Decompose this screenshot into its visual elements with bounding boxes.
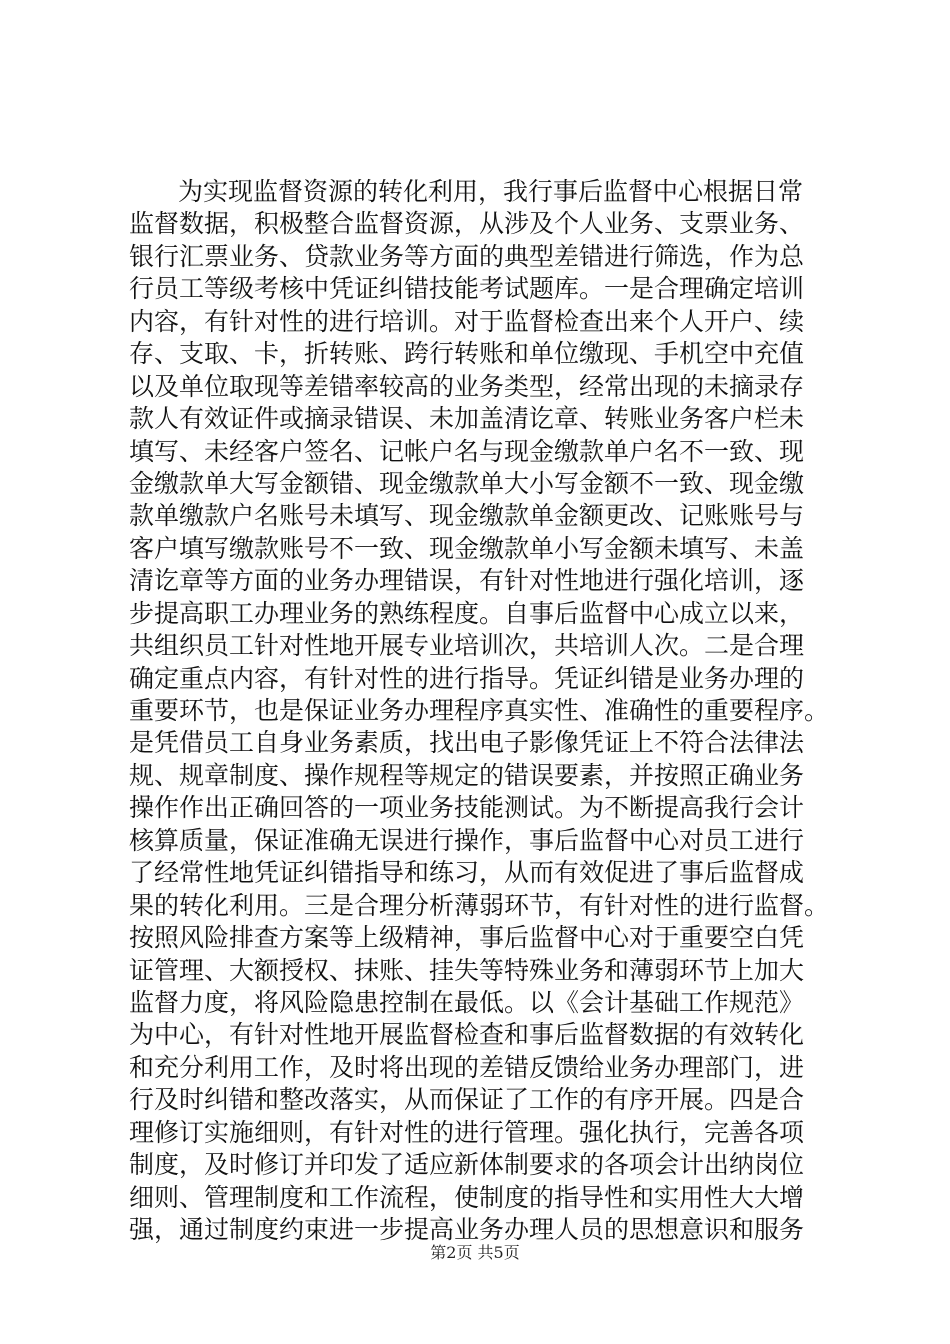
text-line: 制度，及时修订并印发了适应新体制要求的各项会计出纳岗位 [129, 1150, 805, 1180]
page-total: 共5页 [477, 1243, 520, 1262]
text-line: 款单缴款户名账号未填写、现金缴款单金额更改、记账账号与 [129, 501, 805, 531]
text-line: 确定重点内容，有针对性的进行指导。凭证纠错是业务办理的 [129, 663, 805, 693]
text-line: 监督数据，积极整合监督资源，从涉及个人业务、支票业务、 [129, 209, 805, 239]
text-line: 核算质量，保证准确无误进行操作，事后监督中心对员工进行 [129, 825, 805, 855]
text-line: 行及时纠错和整改落实，从而保证了工作的有序开展。四是合 [129, 1085, 805, 1115]
page-footer [0, 1242, 950, 1264]
text-line: 监督力度，将风险隐患控制在最低。以《会计基础工作规范》 [129, 987, 805, 1017]
text-line: 内容，有针对性的进行培训。对于监督检查出来个人开户、续 [129, 306, 805, 336]
text-line: 步提高职工办理业务的熟练程度。自事后监督中心成立以来， [129, 598, 805, 628]
text-line: 共组织员工针对性地开展专业培训次，共培训人次。二是合理 [129, 631, 805, 661]
text-line: 果的转化利用。三是合理分析薄弱环节，有针对性的进行监督。 [129, 890, 830, 920]
text-line: 款人有效证件或摘录错误、未加盖清讫章、转账业务客户栏未 [129, 404, 805, 434]
text-line: 银行汇票业务、贷款业务等方面的典型差错进行筛选，作为总 [129, 241, 805, 271]
text-line: 和充分利用工作，及时将出现的差错反馈给业务办理部门，进 [129, 1052, 805, 1082]
text-line: 为实现监督资源的转化利用，我行事后监督中心根据日常 [178, 177, 804, 206]
text-line: 理修订实施细则，有针对性的进行管理。强化执行，完善各项 [129, 1117, 805, 1147]
text-line: 强，通过制度约束进一步提高业务办理人员的思想意识和服务 [129, 1215, 805, 1244]
text-line: 填写、未经客户签名、记帐户名与现金缴款单户名不一致、现 [129, 436, 805, 466]
text-line: 操作作出正确回答的一项业务技能测试。为不断提高我行会计 [129, 793, 805, 823]
text-line: 按照风险排查方案等上级精神，事后监督中心对于重要空白凭 [129, 923, 805, 953]
text-line: 证管理、大额授权、抹账、挂失等特殊业务和薄弱环节上加大 [129, 955, 805, 985]
text-line: 细则、管理制度和工作流程，使制度的指导性和实用性大大增 [129, 1182, 805, 1212]
text-line: 了经常性地凭证纠错指导和练习，从而有效促进了事后监督成 [129, 858, 805, 888]
text-line: 清讫章等方面的业务办理错误，有针对性地进行强化培训，逐 [129, 566, 805, 596]
page-number: 第2页 [430, 1243, 473, 1262]
text-line: 金缴款单大写金额错、现金缴款单大小写金额不一致、现金缴 [129, 468, 805, 498]
text-line: 行员工等级考核中凭证纠错技能考试题库。一是合理确定培训 [129, 274, 805, 304]
text-line: 重要环节，也是保证业务办理程序真实性、准确性的重要程序。 [129, 696, 830, 725]
text-line: 为中心，有针对性地开展监督检查和事后监督数据的有效转化 [129, 1020, 805, 1050]
body-paragraph [129, 176, 849, 1246]
text-line: 是凭借员工自身业务素质，找出电子影像凭证上不符合法律法 [129, 728, 805, 758]
text-line: 以及单位取现等差错率较高的业务类型，经常出现的未摘录存 [129, 371, 805, 401]
text-line: 客户填写缴款账号不一致、现金缴款单小写金额未填写、未盖 [129, 533, 805, 563]
text-line: 规、规章制度、操作规程等规定的错误要素，并按照正确业务 [129, 760, 805, 790]
text-line: 存、支取、卡，折转账、跨行转账和单位缴现、手机空中充值 [129, 339, 805, 369]
